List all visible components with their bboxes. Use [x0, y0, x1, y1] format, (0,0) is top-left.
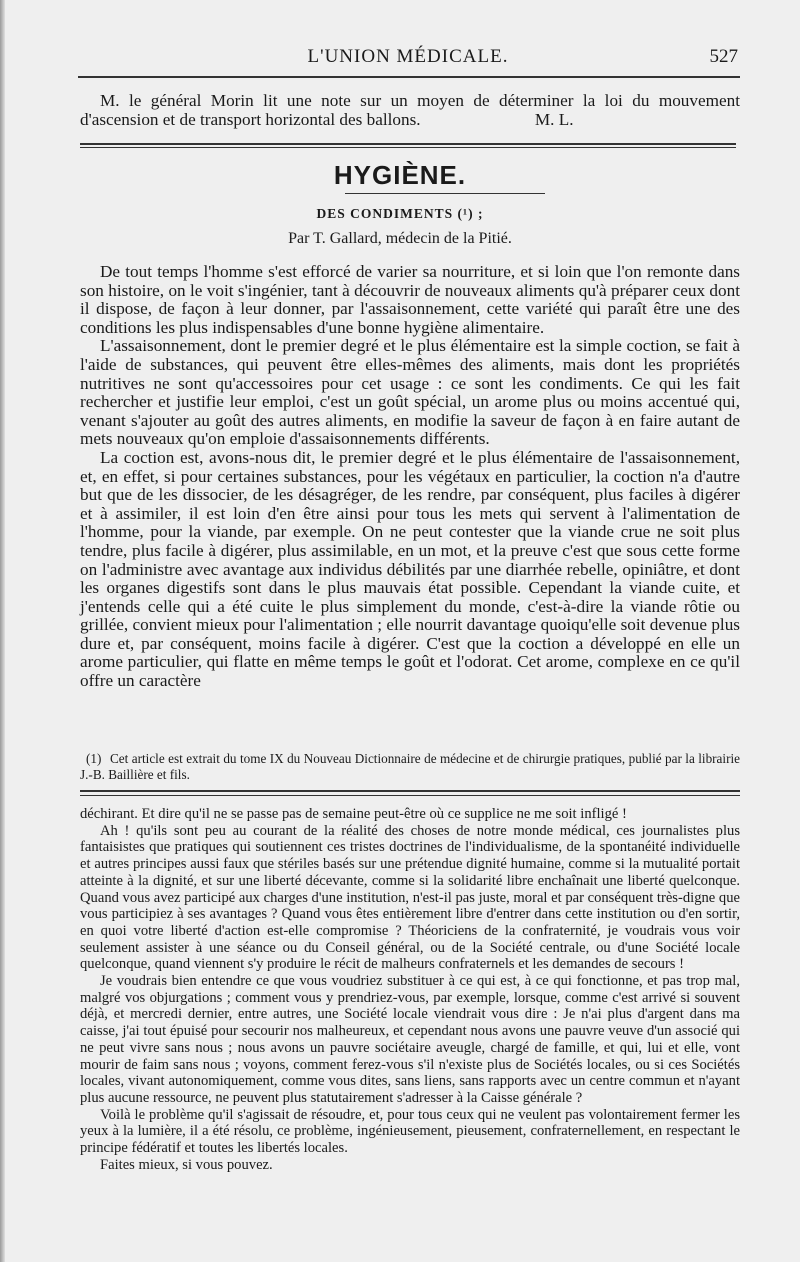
article-subtitle: DES CONDIMENTS (¹) ; [316, 206, 484, 221]
header-rule [78, 76, 740, 78]
section-double-rule-bottom [80, 147, 736, 148]
footnote-text: Cet article est extrait du tome IX du Nouveau Dictionnaire de médecine et de chirurgie pratiques, publié par la librairie J.-B. Baillière et fils. [80, 751, 740, 782]
running-title: L'UNION MÉDICALE. [307, 46, 509, 67]
feuilleton-paragraph: déchirant. Et dire qu'il ne se passe pas de semaine peut-être où ce supplice ne me soit infligé ! [80, 806, 627, 822]
section-title: HYGIÈNE. [333, 160, 467, 190]
feuilleton-continuation [80, 806, 740, 1173]
title-underline [345, 193, 545, 194]
article-paragraph: L'assaisonnement, dont le premier degré et le plus élémentaire est la simple coction, se fait à l'aide de substances, qui peuvent être elles-mêmes des aliments, mais dont les propriétés nutritives ne sont qu'accessoires pour cet usage : ce sont les condiments. Ce qui les fait rechercher et justifie leur emploi, c'est un goût spécial, un arome plus ou moins accentué qui, venant s'ajouter au goût des autres aliments, en modifie la saveur de façon à en faire autant de mets nouveaux qu'on emploie d'assaisonnements différents. [80, 336, 740, 449]
feuilleton-paragraph: Voilà le problème qu'il s'agissait de résoudre, et, pour tous ceux qui ne veulent pas volontairement fermer les yeux à la lumière, il a été résolu, ce problème, ingénieusement, pieusement, confraternellement, en respectant le principe fédératif et toutes les libertés locales. [80, 1106, 740, 1157]
notice-text: M. le général Morin lit une note sur un moyen de déterminer la loi du mouvement d'ascension et de transport horizontal des ballons. [80, 91, 740, 129]
feuilleton-paragraph: Ah ! qu'ils sont peu au courant de la réalité des choses de notre monde médical, ces journalistes plus fantaisistes que pratiques qui soutiennent ces tristes doctrines de l'individualisme, de la spontanéité individuelle et autres principes aussi faux que stériles basés sur une prétendue dignité humaine, comme si la mutualité portait atteinte à la dignité, et sur une liberté décevante, comme si la solidarité libre enchaînait une liberté quelconque. Quand vous avez participé aux charges d'une institution, n'est-il pas juste, moral et par conséquent très-digne que vous participiez à ses avantages ? Quand vous êtes entièrement libre d'entrer dans cette institution ou d'en sortir, en quoi votre liberté d'action est-elle compromise ? Théoriciens de la confraternité, je voudrais vous voir seulement assister à une séance ou du Conseil général, ou de la Société centrale, ou d'une Société locale quelconque, quand viennent s'y produire le récit de malheurs confraternels et les demandes de secours ! [80, 822, 740, 973]
page-number: 527 [709, 46, 738, 67]
feuilleton-paragraph: Je voudrais bien entendre ce que vous voudriez substituer à ce qui est, à ce qui fonctionne, et pas trop mal, malgré vos objurgations ; comment vous y prendriez-vous, par exemple, lorsque, comme c'est arrivé si souvent déjà, et mercredi dernier, entre autres, une Société locale viendrait vous dire : Je n'ai plus d'argent dans ma caisse, j'ai tout épuisé pour secourir nos malheureux, et cependant nous avons une pauvre veuve d'un associé qui ne peut vivre sans nous ; nous avons un pauvre sociétaire aveugle, chargé de famille, et qui, lui et elle, vont mourir de faim sans nous ; voyons, comment ferez-vous s'il n'existe plus de Sociétés locales, ou si ces Sociétés locales, vivant autonomiquement, comme vous dites, sans liens, sans rapports avec un centre commun et n'ayant plus aucune ressource, ne peuvent plus statutairement s'adresser à la Caisse générale ? [80, 973, 740, 1106]
article-byline: Par T. Gallard, médecin de la Pitié. [288, 230, 512, 247]
footnote [80, 751, 740, 783]
article-paragraph: La coction est, avons-nous dit, le premier degré et le plus élémentaire de l'assaisonnement, et, en effet, si pour certaines substances, pour les végétaux en particulier, la coction n'a d'autre but que de les dissocier, de les désagréger, de les rendre, par conséquent, plus faciles à digérer et à assimiler, il est loin d'en être ainsi pour tous les mets qui servent à l'alimentation de l'homme, pour la viande, par exemple. On ne peut contester que la viande crue ne soit plus tendre, plus facile à digérer, plus assimilable, en un mot, et la preuve c'est que sous cette forme on l'administre avec avantage aux individus débilités par une diarrhée rebelle, opiniâtre, et dont les organes digestifs sont dans le plus mauvais état possible. Cependant la viande cuite, et j'entends celle qui a été cuite le plus simplement du monde, c'est-à-dire la viande rôtie ou grillée, convient mieux pour l'alimentation ; elle nourrit davantage quoiqu'elle soit devenue plus dure et, par conséquent, moins facile à digérer. C'est que la coction a développé en elle un arome particulier, qui flatte en même temps le goût et l'odorat. Cet arome, complexe en ce qu'il offre un caractère [80, 447, 740, 691]
running-header [78, 40, 738, 70]
feuilleton-rule-bottom [80, 795, 740, 796]
section-double-rule-top [80, 143, 736, 145]
notice-paragraph [80, 92, 740, 129]
feuilleton-rule-top [80, 790, 740, 792]
feuilleton-paragraph: Faites mieux, si vous pouvez. [100, 1156, 273, 1173]
notice-signature: M. L. [534, 109, 574, 129]
article-paragraph: De tout temps l'homme s'est efforcé de varier sa nourriture, et si loin que l'on remonte dans son histoire, on le voit s'ingénier, tant à découvrir de nouveaux aliments qu'à préparer ceux dont il dispose, de façon à leur donner, par l'assaisonnement, cette variété qui paraît être une des conditions les plus indispensables d'une bonne hygiène alimentaire. [80, 262, 740, 337]
article-body [80, 263, 740, 691]
footnote-marker: (1) [86, 751, 102, 766]
